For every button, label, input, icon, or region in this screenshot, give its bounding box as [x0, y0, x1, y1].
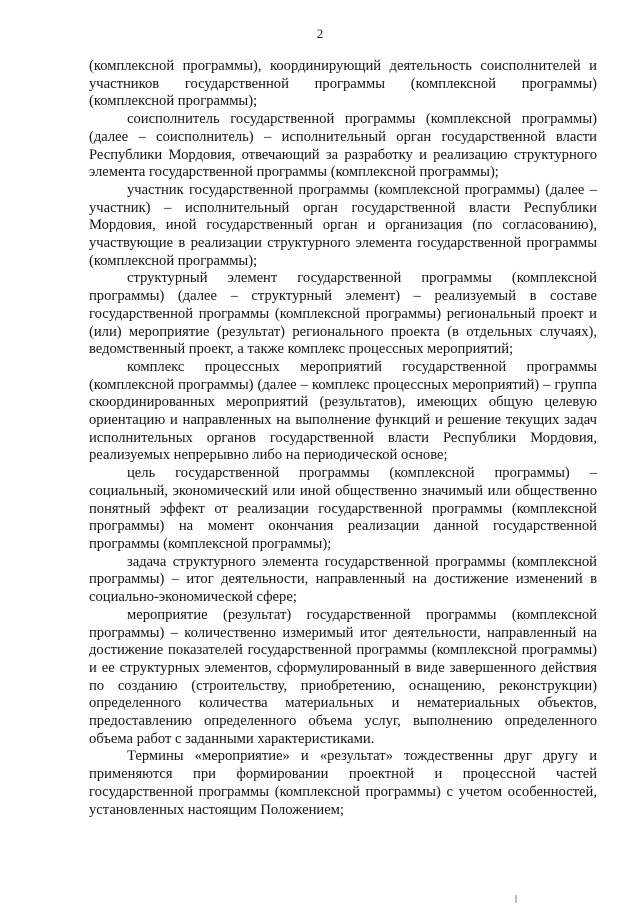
paragraph-definition-task: задача структурного элемента государственной программы (комплексной программы) – итог деятельности, направленный на достижение изменений в социально-экономической сфере;	[89, 553, 597, 606]
paragraph-definition-participant: участник государственной программы (комплексной программы) (далее – участник) – исполнительный орган государственной власти Республики Мордовия, иной государственный орган и организация (по согласованию), участвующие в реализации структурного элемента государственной программы (комплексной программы);	[89, 181, 597, 269]
paragraph-definition-goal: цель государственной программы (комплексной программы) – социальный, экономический или иной общественно значимый или общественно понятный эффект от реализации государственной программы (комплексной программы) на момент окончания реализации данной государственной программы (комплексной программы);	[89, 465, 597, 552]
page-number: 2	[316, 26, 324, 41]
paragraph-definition-co-executor: соисполнитель государственной программы (комплексной программы) (далее – соисполнитель) – исполнительный орган государственной власти Республики Мордовия, отвечающий за разработку и реализацию структурного элемента государственной программы (комплексной программы);	[89, 111, 597, 181]
paragraph-continuation: (комплексной программы), координирующий деятельность соисполнителей и участников государственной программы (комплексной программы) (комплексной программы);	[89, 58, 597, 110]
paragraph-definition-structural-element: структурный элемент государственной программы (комплексной программы) (далее – структурный элемент) – реализуемый в составе государственной программы (комплексной программы) региональный проект и (или) мероприятие (результат) регионального проекта (в отдельных случаях), ведомственный проект, а также комплекс процессных мероприятий;	[89, 270, 597, 358]
paragraph-definition-measure: мероприятие (результат) государственной программы (комплексной программы) – количественно измеримый итог деятельности, направленный на достижение показателей государственной программы (комплексной программы) и ее структурных элементов, сформулированный в виде завершенного действия по созданию (строительству, приобретению, оснащению, реконструкции) определенного количества материальных и нематериальных объектов, предоставлению определенного объема услуг, выполнению определенного объема работ с заданными характеристиками.	[89, 606, 597, 747]
paragraph-terms-equivalence: Термины «мероприятие» и «результат» тождественны друг другу и применяются при формировании проектной и процессной частей государственной программы (комплексной программы) с учетом особенностей, установленных настоящим Положением;	[89, 748, 597, 818]
paragraph-definition-process-complex: комплекс процессных мероприятий государственной программы (комплексной программы) (далее – комплекс процессных мероприятий) – группа скоординированных мероприятий (результатов), имеющих общую целевую ориентацию и направленных на выполнение функций и решение текущих задач исполнительных органов государственной власти Республики Мордовия, реализуемых непрерывно либо на периодической основе;	[89, 358, 597, 464]
document-body	[89, 58, 597, 819]
scan-artifact	[515, 895, 517, 903]
